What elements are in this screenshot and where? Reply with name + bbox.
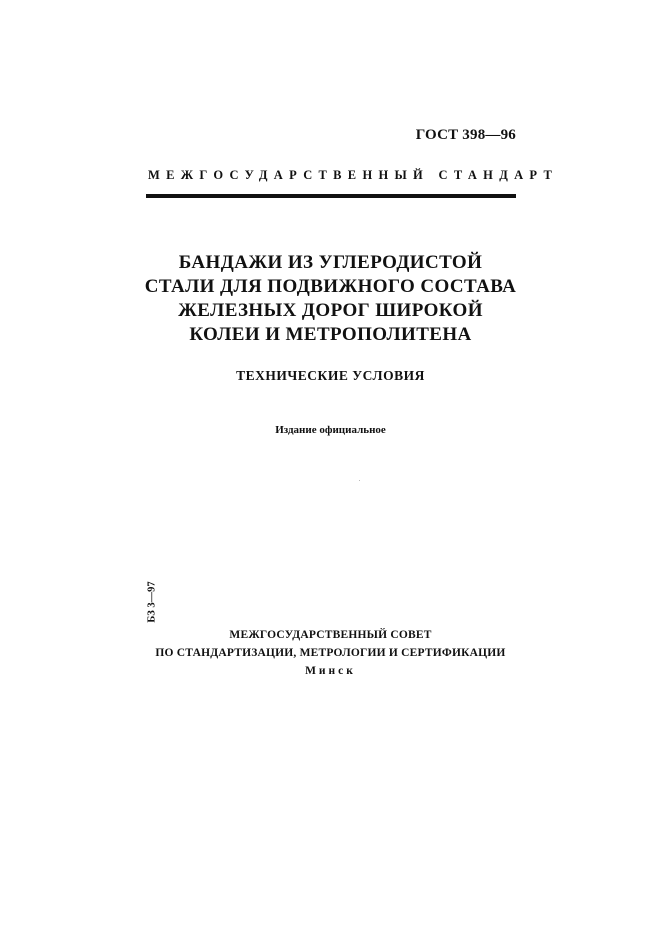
publisher-line: МЕЖГОСУДАРСТВЕННЫЙ СОВЕТ bbox=[229, 629, 432, 641]
title-line: КОЛЕИ И МЕТРОПОЛИТЕНА bbox=[189, 324, 472, 345]
print-speck bbox=[359, 480, 360, 481]
publisher-line: ПО СТАНДАРТИЗАЦИИ, МЕТРОЛОГИИ И СЕРТИФИКАЦИИ bbox=[155, 647, 506, 659]
title-divider bbox=[146, 194, 516, 198]
document-number: ГОСТ 398—96 bbox=[415, 127, 516, 143]
edition-note: Издание официальное bbox=[275, 424, 386, 436]
document-subtitle: ТЕХНИЧЕСКИЕ УСЛОВИЯ bbox=[236, 368, 425, 383]
document-title bbox=[100, 251, 561, 347]
title-line: ЖЕЛЕЗНЫХ ДОРОГ ШИРОКОЙ bbox=[178, 300, 483, 321]
title-line: СТАЛИ ДЛЯ ПОДВИЖНОГО СОСТАВА bbox=[144, 276, 517, 297]
publisher-city: Минск bbox=[305, 665, 356, 677]
publisher-block bbox=[100, 626, 561, 680]
side-code-label bbox=[144, 581, 160, 623]
standard-type-heading: МЕЖГОСУДАРСТВЕННЫЙ СТАНДАРТ bbox=[148, 168, 559, 182]
side-code-text: БЗ 3—97 bbox=[146, 581, 158, 623]
title-line: БАНДАЖИ ИЗ УГЛЕРОДИСТОЙ bbox=[178, 252, 483, 273]
